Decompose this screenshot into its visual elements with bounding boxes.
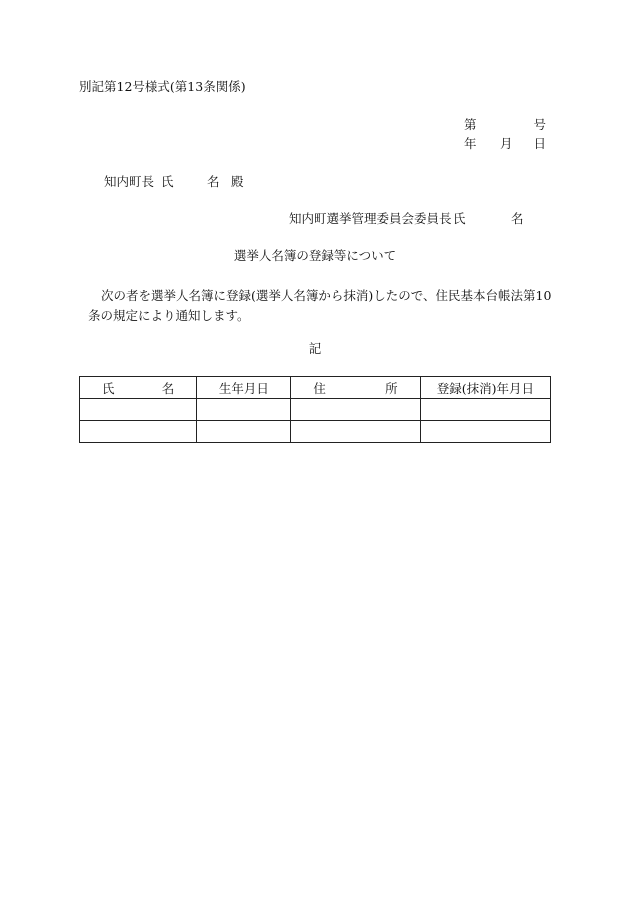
header-address-sho: 所 [385, 380, 398, 396]
header-registration-date: 登録(抹消)年月日 [420, 377, 550, 399]
cell-address[interactable] [291, 421, 420, 443]
cell-registration-date[interactable] [420, 421, 550, 443]
addressee-title: 知内町長 [104, 174, 155, 189]
header-name [80, 377, 197, 399]
header-birth-date: 生年月日 [197, 377, 291, 399]
table-row [80, 399, 551, 421]
document-number-suffix: 号 [533, 117, 546, 132]
document-subject: 選挙人名簿の登録等について [233, 248, 397, 263]
table-header-row [80, 377, 551, 399]
cell-birth-date[interactable] [197, 399, 291, 421]
sender-shi: 氏 [453, 211, 466, 226]
date-day: 日 [533, 136, 546, 151]
addressee-mei: 名 [207, 174, 220, 189]
ki-heading: 記 [308, 341, 322, 356]
date-year: 年 [464, 136, 477, 151]
cell-address[interactable] [291, 399, 420, 421]
cell-birth-date[interactable] [197, 421, 291, 443]
header-name-mei: 名 [161, 380, 175, 396]
addressee-honorific: 殿 [231, 174, 244, 189]
document-number-prefix: 第 [464, 117, 477, 132]
cell-name[interactable] [80, 399, 197, 421]
header-address [291, 377, 420, 399]
record-table [79, 376, 551, 443]
addressee-shi: 氏 [161, 174, 174, 189]
sender-title: 知内町選挙管理委員会委員長 [289, 211, 452, 226]
body-paragraph: 次の者を選挙人名簿に登録(選挙人名簿から抹消)したので、住民基本台帳法第10条の規定により通知します。 [88, 288, 552, 323]
date-month: 月 [500, 136, 513, 151]
cell-registration-date[interactable] [420, 399, 550, 421]
header-name-shi: 氏 [102, 380, 115, 396]
table-row [80, 421, 551, 443]
sender-mei: 名 [511, 211, 524, 226]
form-number-label: 別記第12号様式(第13条関係) [79, 79, 246, 94]
header-address-ju: 住 [313, 380, 326, 396]
cell-name[interactable] [80, 421, 197, 443]
